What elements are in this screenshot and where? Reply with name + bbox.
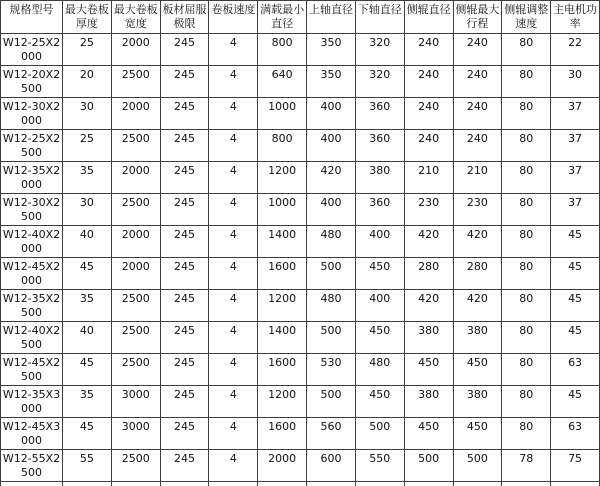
- value-cell: 30: [551, 66, 600, 98]
- model-cell: W12-45X2500: [1, 354, 63, 386]
- value-cell: 450: [355, 322, 404, 354]
- value-cell: 2500: [111, 450, 160, 482]
- value-cell: 40: [63, 226, 112, 258]
- table-body: [1, 34, 600, 486]
- value-cell: 2500: [111, 66, 160, 98]
- value-cell: 80: [502, 322, 551, 354]
- value-cell: 2500: [111, 354, 160, 386]
- value-cell: 240: [404, 66, 453, 98]
- value-cell: 55: [63, 450, 112, 482]
- value-cell: 80: [502, 418, 551, 450]
- table-head: [1, 1, 600, 34]
- value-cell: 1600: [258, 354, 307, 386]
- value-cell: 80: [502, 98, 551, 130]
- value-cell: 63: [551, 354, 600, 386]
- value-cell: 450: [453, 354, 502, 386]
- value-cell: 2000: [111, 162, 160, 194]
- value-cell: 45: [551, 226, 600, 258]
- value-cell: 1200: [258, 386, 307, 418]
- value-cell: 800: [258, 130, 307, 162]
- value-cell: 240: [453, 130, 502, 162]
- value-cell: 245: [160, 258, 209, 290]
- column-header: 规格型号: [1, 1, 63, 34]
- value-cell: 480: [307, 226, 356, 258]
- value-cell: 45: [63, 258, 112, 290]
- value-cell: 245: [160, 354, 209, 386]
- value-cell: 240: [453, 98, 502, 130]
- value-cell: [160, 482, 209, 486]
- value-cell: 420: [404, 290, 453, 322]
- value-cell: 75: [551, 450, 600, 482]
- value-cell: 245: [160, 290, 209, 322]
- value-cell: 78: [502, 450, 551, 482]
- value-cell: 320: [355, 66, 404, 98]
- value-cell: 4: [209, 130, 258, 162]
- model-cell: W12-30X2000: [1, 98, 63, 130]
- value-cell: 40: [63, 322, 112, 354]
- value-cell: 20: [63, 66, 112, 98]
- value-cell: 380: [404, 322, 453, 354]
- value-cell: 420: [453, 290, 502, 322]
- value-cell: 80: [502, 258, 551, 290]
- value-cell: 400: [355, 290, 404, 322]
- value-cell: 450: [355, 386, 404, 418]
- value-cell: [63, 482, 112, 486]
- value-cell: 480: [307, 290, 356, 322]
- model-cell: W12-55X2500: [1, 450, 63, 482]
- column-header: 最大卷板宽度: [111, 1, 160, 34]
- table-row: [1, 258, 600, 290]
- value-cell: 2500: [111, 322, 160, 354]
- value-cell: 4: [209, 66, 258, 98]
- value-cell: 245: [160, 322, 209, 354]
- model-cell: W12-40X2000: [1, 226, 63, 258]
- table-row: [1, 322, 600, 354]
- value-cell: 380: [404, 386, 453, 418]
- value-cell: 63: [551, 418, 600, 450]
- column-header: 卷板速度: [209, 1, 258, 34]
- model-cell: W12-25X2000: [1, 34, 63, 66]
- value-cell: 30: [63, 98, 112, 130]
- value-cell: 4: [209, 418, 258, 450]
- value-cell: 280: [404, 258, 453, 290]
- value-cell: [404, 482, 453, 486]
- value-cell: 550: [355, 450, 404, 482]
- value-cell: 210: [404, 162, 453, 194]
- model-cell: W12-30X2500: [1, 194, 63, 226]
- model-cell: W12-35X3000: [1, 386, 63, 418]
- column-header: 侧辊调整速度: [502, 1, 551, 34]
- table-row: [1, 290, 600, 322]
- value-cell: 640: [258, 66, 307, 98]
- value-cell: [453, 482, 502, 486]
- value-cell: 350: [307, 34, 356, 66]
- value-cell: 1200: [258, 290, 307, 322]
- value-cell: 450: [355, 258, 404, 290]
- value-cell: 30: [63, 194, 112, 226]
- value-cell: [355, 482, 404, 486]
- model-cell: W12-25X2500: [1, 130, 63, 162]
- column-header: 下轴直径: [355, 1, 404, 34]
- value-cell: 45: [63, 354, 112, 386]
- model-cell: W12-20X2500: [1, 66, 63, 98]
- value-cell: 2500: [111, 130, 160, 162]
- value-cell: 350: [307, 66, 356, 98]
- value-cell: 245: [160, 98, 209, 130]
- column-header: 最大卷板厚度: [63, 1, 112, 34]
- value-cell: 380: [355, 162, 404, 194]
- value-cell: 80: [502, 66, 551, 98]
- value-cell: 400: [355, 226, 404, 258]
- value-cell: 360: [355, 98, 404, 130]
- column-header: 满载最小直径: [258, 1, 307, 34]
- value-cell: 25: [63, 34, 112, 66]
- table-row: [1, 162, 600, 194]
- value-cell: 450: [453, 418, 502, 450]
- value-cell: 80: [502, 386, 551, 418]
- value-cell: 400: [307, 130, 356, 162]
- model-cell: W12-35X2500: [1, 290, 63, 322]
- value-cell: 360: [355, 130, 404, 162]
- value-cell: 45: [551, 258, 600, 290]
- value-cell: 500: [307, 386, 356, 418]
- value-cell: 240: [404, 98, 453, 130]
- value-cell: [258, 482, 307, 486]
- value-cell: 380: [453, 322, 502, 354]
- value-cell: 4: [209, 450, 258, 482]
- value-cell: 4: [209, 194, 258, 226]
- model-cell: W12-35X2000: [1, 162, 63, 194]
- value-cell: 245: [160, 66, 209, 98]
- table-row: [1, 34, 600, 66]
- value-cell: 230: [453, 194, 502, 226]
- table-row: [1, 450, 600, 482]
- model-cell: W12-45X2000: [1, 258, 63, 290]
- value-cell: 280: [453, 258, 502, 290]
- value-cell: 80: [502, 130, 551, 162]
- value-cell: 450: [404, 418, 453, 450]
- value-cell: [111, 482, 160, 486]
- value-cell: 35: [63, 162, 112, 194]
- value-cell: 35: [63, 290, 112, 322]
- value-cell: 80: [502, 354, 551, 386]
- value-cell: 3000: [111, 386, 160, 418]
- column-header: 主电机功率: [551, 1, 600, 34]
- model-cell: W12-45X3000: [1, 418, 63, 450]
- value-cell: 245: [160, 450, 209, 482]
- value-cell: 230: [404, 194, 453, 226]
- table-row: [1, 98, 600, 130]
- column-header: 侧辊直径: [404, 1, 453, 34]
- value-cell: 80: [502, 226, 551, 258]
- value-cell: 4: [209, 226, 258, 258]
- table-row: [1, 66, 600, 98]
- value-cell: 240: [453, 34, 502, 66]
- value-cell: 500: [307, 322, 356, 354]
- value-cell: 245: [160, 162, 209, 194]
- value-cell: 37: [551, 130, 600, 162]
- value-cell: 2000: [111, 226, 160, 258]
- value-cell: 37: [551, 162, 600, 194]
- value-cell: 4: [209, 258, 258, 290]
- value-cell: 420: [404, 226, 453, 258]
- value-cell: 2000: [111, 258, 160, 290]
- table-row: [1, 418, 600, 450]
- value-cell: 400: [307, 98, 356, 130]
- value-cell: 80: [502, 162, 551, 194]
- value-cell: 4: [209, 98, 258, 130]
- table-row: [1, 226, 600, 258]
- value-cell: 420: [453, 226, 502, 258]
- value-cell: 245: [160, 130, 209, 162]
- table-row: [1, 354, 600, 386]
- value-cell: [551, 482, 600, 486]
- value-cell: [307, 482, 356, 486]
- value-cell: 80: [502, 34, 551, 66]
- value-cell: 245: [160, 418, 209, 450]
- value-cell: 1200: [258, 162, 307, 194]
- value-cell: 80: [502, 194, 551, 226]
- value-cell: 360: [355, 194, 404, 226]
- column-header: 上轴直径: [307, 1, 356, 34]
- value-cell: 80: [502, 290, 551, 322]
- value-cell: 240: [404, 130, 453, 162]
- value-cell: 2500: [111, 194, 160, 226]
- value-cell: 500: [307, 258, 356, 290]
- value-cell: 4: [209, 34, 258, 66]
- value-cell: 45: [63, 418, 112, 450]
- value-cell: [209, 482, 258, 486]
- value-cell: 600: [307, 450, 356, 482]
- table-row: [1, 482, 600, 486]
- value-cell: 245: [160, 386, 209, 418]
- value-cell: 4: [209, 386, 258, 418]
- value-cell: 37: [551, 194, 600, 226]
- value-cell: 2000: [111, 34, 160, 66]
- value-cell: 240: [404, 34, 453, 66]
- value-cell: 320: [355, 34, 404, 66]
- value-cell: 400: [307, 194, 356, 226]
- value-cell: 4: [209, 162, 258, 194]
- value-cell: 1400: [258, 226, 307, 258]
- value-cell: 1000: [258, 194, 307, 226]
- value-cell: 2000: [258, 450, 307, 482]
- value-cell: 530: [307, 354, 356, 386]
- value-cell: 4: [209, 322, 258, 354]
- value-cell: 245: [160, 226, 209, 258]
- value-cell: 500: [453, 450, 502, 482]
- value-cell: 25: [63, 130, 112, 162]
- value-cell: [502, 482, 551, 486]
- value-cell: 245: [160, 194, 209, 226]
- table-row: [1, 194, 600, 226]
- column-header: 板材屈服极限: [160, 1, 209, 34]
- value-cell: 1400: [258, 322, 307, 354]
- value-cell: 240: [453, 66, 502, 98]
- value-cell: 480: [355, 354, 404, 386]
- value-cell: 22: [551, 34, 600, 66]
- value-cell: 1000: [258, 98, 307, 130]
- model-cell: W12-40X2500: [1, 322, 63, 354]
- table-row: [1, 130, 600, 162]
- value-cell: 380: [453, 386, 502, 418]
- model-cell: [1, 482, 63, 486]
- value-cell: 45: [551, 322, 600, 354]
- value-cell: 500: [355, 418, 404, 450]
- value-cell: 45: [551, 386, 600, 418]
- value-cell: 45: [551, 290, 600, 322]
- value-cell: 1600: [258, 418, 307, 450]
- value-cell: 210: [453, 162, 502, 194]
- value-cell: 4: [209, 290, 258, 322]
- value-cell: 450: [404, 354, 453, 386]
- value-cell: 37: [551, 98, 600, 130]
- value-cell: 800: [258, 34, 307, 66]
- value-cell: 245: [160, 34, 209, 66]
- value-cell: 2000: [111, 98, 160, 130]
- value-cell: 4: [209, 354, 258, 386]
- header-row: [1, 1, 600, 34]
- column-header: 侧辊最大行程: [453, 1, 502, 34]
- table-row: [1, 386, 600, 418]
- value-cell: 500: [404, 450, 453, 482]
- value-cell: 35: [63, 386, 112, 418]
- value-cell: 420: [307, 162, 356, 194]
- value-cell: 3000: [111, 418, 160, 450]
- value-cell: 2500: [111, 290, 160, 322]
- value-cell: 1600: [258, 258, 307, 290]
- value-cell: 560: [307, 418, 356, 450]
